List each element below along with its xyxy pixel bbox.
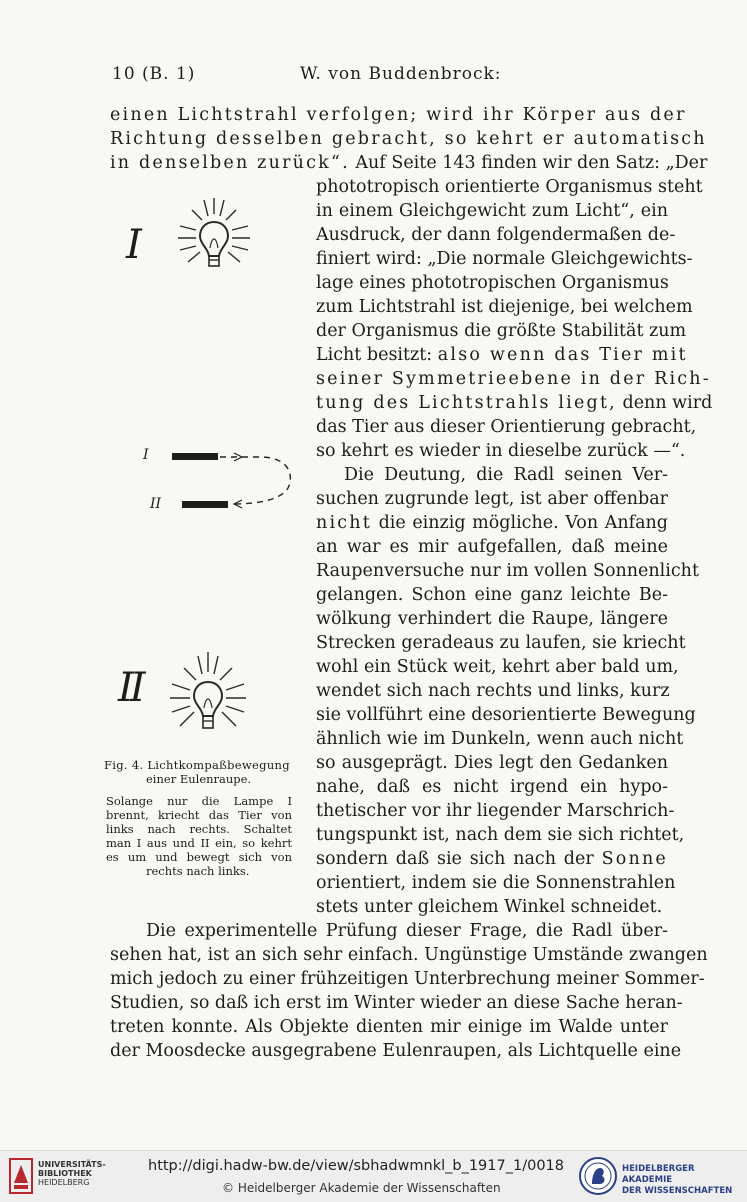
text-line: wendet sich nach rechts und links, kurz xyxy=(316,681,670,701)
text-line: sie vollführt eine desorientierte Bewegung xyxy=(316,705,696,725)
text-line: der Moosdecke ausgegrabene Eulenraupen, als Lichtquelle eine xyxy=(110,1041,682,1061)
text-line xyxy=(316,343,688,367)
text-line: an war es mir aufgefallen, daß meine xyxy=(316,537,668,557)
caption-line: Solange nur die Lampe I xyxy=(106,794,292,808)
running-head: W. von Buddenbrock: xyxy=(300,64,502,84)
text-span: denn wird xyxy=(616,393,713,413)
text-line: einen Lichtstrahl verfolgen; wird ihr Körper aus der xyxy=(110,105,687,125)
caption-line: man I aus und II ein, so kehrt xyxy=(106,836,292,850)
library-name xyxy=(38,1160,106,1187)
text-line: mich jedoch zu einer frühzeitigen Unterbrechung meiner Sommer- xyxy=(110,969,705,989)
academy-name xyxy=(622,1164,747,1197)
caption-line: links nach rechts. Schaltet xyxy=(106,822,292,836)
text-line: wohl ein Stück weit, kehrt aber bald um, xyxy=(316,657,679,677)
library-name-line: BIBLIOTHEK xyxy=(38,1169,92,1178)
text-line: das Tier aus dieser Orientierung gebracht, xyxy=(316,417,697,437)
text-line: Raupenversuche nur im vollen Sonnenlicht xyxy=(316,561,699,581)
text-line: so kehrt es wieder in dieselbe zurück —“. xyxy=(316,441,686,461)
text-line: sehen hat, ist an sich sehr einfach. Ungünstige Umstände zwangen xyxy=(110,945,708,965)
text-line: lage eines phototropischen Organismus xyxy=(316,273,669,293)
text-line xyxy=(316,847,668,871)
text-spaced: nicht xyxy=(316,513,372,533)
text-line: in einem Gleichgewicht zum Licht“, ein xyxy=(316,201,668,221)
text-line: finiert wird: „Die normale Gleichgewichts- xyxy=(316,249,693,269)
text-line xyxy=(316,391,713,415)
text-spaced: tung des Lichtstrahls liegt, xyxy=(316,393,617,413)
text-spaced: also wenn das Tier mit xyxy=(437,345,688,365)
figure-caption-title: Fig. 4. Lichtkompaßbewegung xyxy=(104,758,290,772)
lamp-2-label: II xyxy=(118,665,142,711)
text-line: tungspunkt ist, nach dem sie sich richtet, xyxy=(316,825,685,845)
permalink-url[interactable]: http://digi.hadw-bw.de/view/sbhadwmnkl_b_1917_1/0018 xyxy=(148,1158,564,1174)
university-library-logo-icon xyxy=(8,1157,34,1195)
page-number: 10 (B. 1) xyxy=(112,64,196,84)
text-line: gelangen. Schon eine ganz leichte Be- xyxy=(316,585,668,605)
academy-name-line: DER WISSENSCHAFTEN xyxy=(622,1186,733,1196)
text-line: Strecken geradeaus zu laufen, sie kriecht xyxy=(316,633,686,653)
text-spaced: in denselben zurück“. xyxy=(110,153,350,173)
academy-name-line: HEIDELBERGER AKADEMIE xyxy=(622,1164,695,1185)
text-line: nahe, daß es nicht irgend ein hypo- xyxy=(316,777,668,797)
text-line: Ausdruck, der dann folgendermaßen de- xyxy=(316,225,676,245)
text-spaced: Sonne xyxy=(601,849,668,869)
text-span: sondern daß sie sich nach der xyxy=(316,849,602,869)
text-line: orientiert, indem sie die Sonnenstrahlen xyxy=(316,873,676,893)
caterpillar-1 xyxy=(172,453,218,460)
path-label-2: II xyxy=(150,496,162,512)
light-bulb-2-icon xyxy=(164,650,252,746)
paragraph-start: Die Deutung, die Radl seinen Ver- xyxy=(344,465,668,485)
text-span: Auf Seite 143 finden wir den Satz: „Der xyxy=(349,153,708,173)
library-name-line: HEIDELBERG xyxy=(38,1178,90,1187)
text-span: die einzig mögliche. Von Anfang xyxy=(371,513,668,533)
text-line: Richtung desselben gebracht, so kehrt er automatisch xyxy=(110,129,707,149)
copyright-notice: © Heidelberger Akademie der Wissenschaften xyxy=(222,1181,501,1195)
text-line xyxy=(316,511,668,535)
text-span: Licht besitzt: xyxy=(316,345,438,365)
caption-line: brennt, kriecht das Tier von xyxy=(106,808,292,822)
text-line: ähnlich wie im Dunkeln, wenn auch nicht xyxy=(316,729,684,749)
path-label-1: I xyxy=(143,447,149,463)
library-name-line: UNIVERSITÄTS- xyxy=(38,1160,106,1169)
light-bulb-1-icon xyxy=(170,196,258,280)
academy-seal-icon xyxy=(578,1156,618,1196)
text-line: so ausgeprägt. Dies legt den Gedanken xyxy=(316,753,668,773)
paragraph-start: Die experimentelle Prüfung dieser Frage, die Radl über- xyxy=(146,921,668,941)
lamp-1-label: I xyxy=(126,222,142,268)
text-line: zum Lichtstrahl ist diejenige, bei welchem xyxy=(316,297,693,317)
caption-line: es um und bewegt sich von xyxy=(106,850,292,864)
text-line: der Organismus die größte Stabilität zum xyxy=(316,321,687,341)
viewer-footer xyxy=(0,1150,747,1202)
text-line: seiner Symmetrieebene in der Rich- xyxy=(316,369,711,389)
text-line: phototropisch orientierte Organismus steht xyxy=(316,177,703,197)
text-line: thetischer vor ihr liegender Marschrich- xyxy=(316,801,675,821)
caption-line: rechts nach links. xyxy=(146,864,250,878)
text-line xyxy=(110,151,708,175)
movement-path-diagram xyxy=(168,446,298,518)
caterpillar-2 xyxy=(182,501,228,508)
text-line: stets unter gleichem Winkel schneidet. xyxy=(316,897,663,917)
text-line: treten konnte. Als Objekte dienten mir einige im Walde unter xyxy=(110,1017,668,1037)
text-line: wölkung verhindert die Raupe, längere xyxy=(316,609,668,629)
text-line: Studien, so daß ich erst im Winter wieder an diese Sache heran- xyxy=(110,993,683,1013)
figure-caption-title: einer Eulenraupe. xyxy=(146,772,252,786)
text-line: suchen zugrunde legt, ist aber offenbar xyxy=(316,489,668,509)
